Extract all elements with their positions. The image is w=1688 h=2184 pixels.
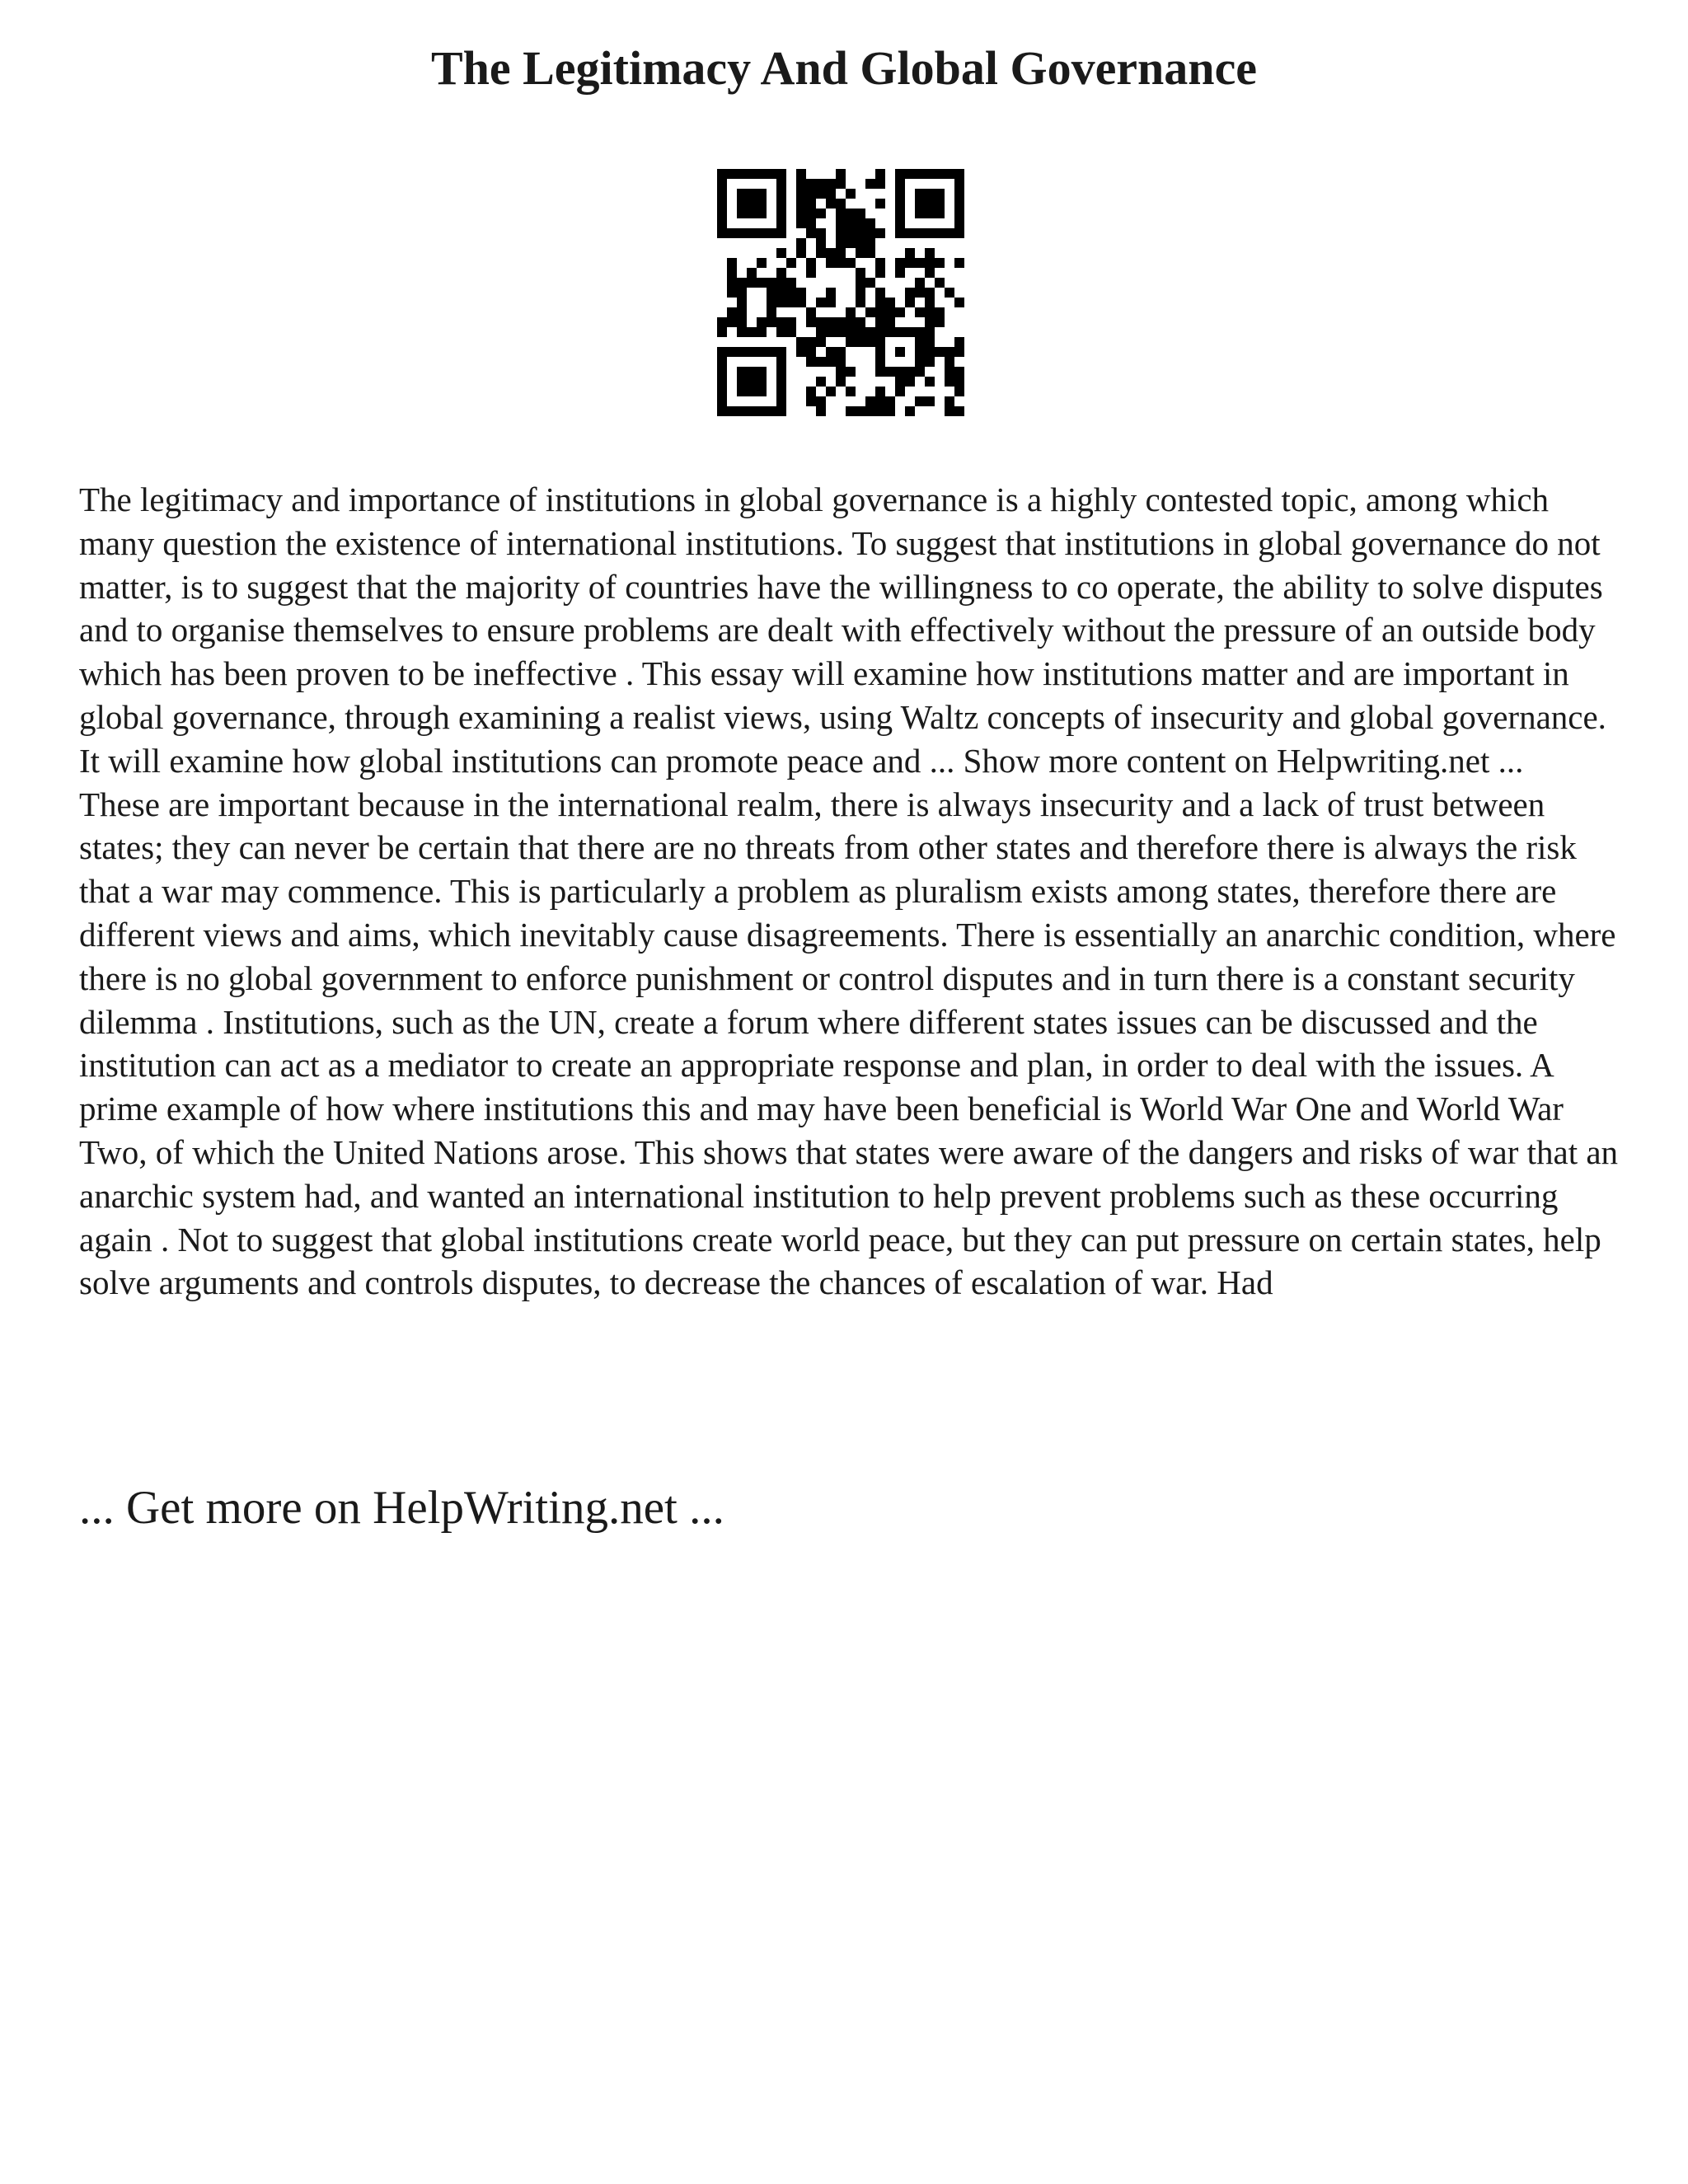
document-title: The Legitimacy And Global Governance [430, 41, 1258, 95]
qr-code-image [717, 169, 964, 416]
qr-code [717, 169, 964, 416]
body-paragraph-1: The legitimacy and importance of institutions in global governance is a highly contested topic, among which many question the existence of international institutions. To suggest that institutions in global governance do not matter, is to suggest that the majority of countries have the willingness to co operate, the ability to solve disputes and to organise themselves to ensure problems are dealt with effectively without the pressure of an outside body which has been proven to be ineffective . This essay will examine how institutions matter and are important in global governance, through examining a realist views, using Waltz concepts of insecurity and global governance. It will examine how global institutions can promote peace and ... Show more content on Helpwriting.net ... [79, 480, 1606, 780]
get-more-link[interactable]: ... Get more on HelpWriting.net ... [79, 1482, 724, 1534]
document-body [79, 478, 1620, 1305]
body-paragraph-2: These are important because in the international realm, there is always insecurity and a lack of trust between states; they can never be certain that there are no threats from other states and therefore there is always the risk that a war may commence. This is particularly a problem as pluralism exists among states, therefore there are different views and aims, which inevitably cause disagreements. There is essentially an anarchic condition, where there is no global government to enforce punishment or control disputes and in turn there is a constant security dilemma . Institutions, such as the UN, create a forum where different states issues can be discussed and the institution can act as a mediator to create an appropriate response and plan, in order to deal with the issues. A prime example of how where institutions this and may have been beneficial is World War One and World War Two, of which the United Nations arose. This shows that states were aware of the dangers and risks of war that an anarchic system had, and wanted an international institution to help prevent problems such as these occurring again . Not to suggest that global institutions create world peace, but they can put pressure on certain states, help solve arguments and controls disputes, to decrease the chances of escalation of war. Had [79, 785, 1619, 1302]
